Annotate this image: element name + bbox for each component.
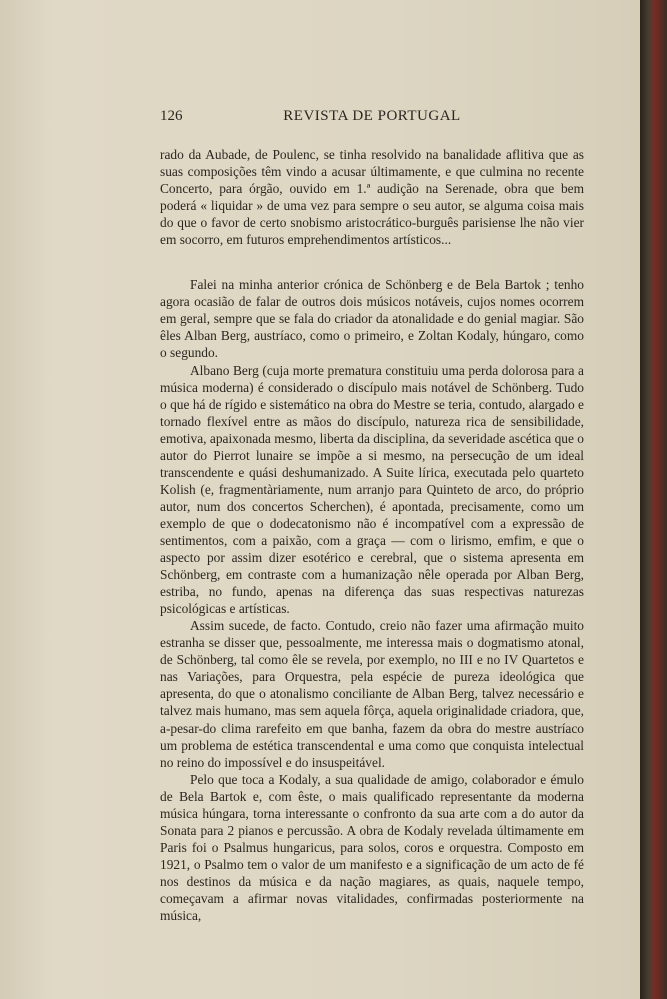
paragraph-5: Pelo que toca a Kodaly, a sua qualidade de amigo, colaborador e émulo de Bela Bartok e, com êste, o mais qualificado representante da moderna música húngara, torna interessante o confronto da sua arte com a do autor da Sonata para 2 pianos e percussão. A obra de Kodaly revelada últimamente em Paris foi o Psalmus hungaricus, para solos, coros e orquestra. Composto em 1921, o Psalmo tem o valor de um manifesto e a significação de um acto de fé nos destinos da música e da nação magiares, as quais, naquele tempo, começavam a afirmar novas vitalidades, confirmadas posteriormente na música, (160, 771, 584, 924)
book-edge-background (640, 0, 667, 999)
page-header (160, 108, 584, 130)
article-body (160, 146, 584, 924)
running-title: REVISTA DE PORTUGAL (283, 108, 461, 124)
paragraph-1: rado da Aubade, de Poulenc, se tinha resolvido na banalidade aflitiva que as suas composições têm vindo a acusar últimamente, e que culmina no recente Concerto, para órgão, ouvido em 1.ª audição na Serenade, obra que bem poderá « liquidar » de uma vez para sempre o seu autor, se alguma coisa mais do que o favor de certo snobismo aristocrático-burguês parisiense lhe não vier em socorro, em futuros emprehendimentos artísticos... (160, 147, 584, 248)
paragraph-2: Falei na minha anterior crónica de Schönberg e de Bela Bartok ; tenho agora ocasião de falar de outros dois músicos notáveis, cujos nomes ocorrem em geral, sempre que se fala do criador da atonalidade e do genial magiar. São êles Alban Berg, austríaco, como o primeiro, e Zoltan Kodaly, húngaro, como o segundo. (160, 277, 584, 361)
page-number: 126 (160, 108, 183, 124)
paragraph-4: Assim sucede, de facto. Contudo, creio não fazer uma afirmação muito estranha se disser que, pessoalmente, me interessa mais o dogmatismo atonal, de Schönberg, tal como êle se revela, por exemplo, no III e no IV Quartetos e nas Variações, para Orquestra, pela espécie de pureza ideológica que apresenta, do que o atonalismo conciliante de Alban Berg, talvez necessário e talvez mais humano, mas sem aquela fôrça, aquela originalidade criadora, que, a-pesar-do clima rarefeito em que banha, fazem da obra do mestre austríaco um problema de estética transcendental e uma como que conquista intelectual no reino do impossível e do insuspeitável. (160, 618, 584, 770)
paragraph-3: Albano Berg (cuja morte prematura constituiu uma perda dolorosa para a música moderna) é considerado o discípulo mais notável de Schönberg. Tudo o que há de rígido e sistemático na obra do Mestre se teria, contudo, alargado e tornado flexível entre as mãos do discípulo, natureza rica de sensibilidade, emotiva, apaixonada mesmo, liberta da disciplina, da severidade ascética que o autor do Pierrot lunaire se impõe a si mesmo, na persecução de um ideal transcendente e quási deshumanizado. A Suite lírica, executada pelo quarteto Kolish (e, fragmentàriamente, num arranjo para Quinteto de arco, do próprio autor, num dos concertos Scherchen), é apontada, precisamente, como um exemplo de que o dodecatonismo não é incompatível com a expressão de sentimentos, com a paixão, com a graça — com o lirismo, emfim, e que o aspecto por assim dizer esotérico e cerebral, que o sistema apresenta em Schönberg, em contraste com a humanização nêle operada por Alban Berg, estriba, no fundo, apenas na diferença das suas respectivas naturezas psicológicas e artísticas. (160, 362, 584, 617)
